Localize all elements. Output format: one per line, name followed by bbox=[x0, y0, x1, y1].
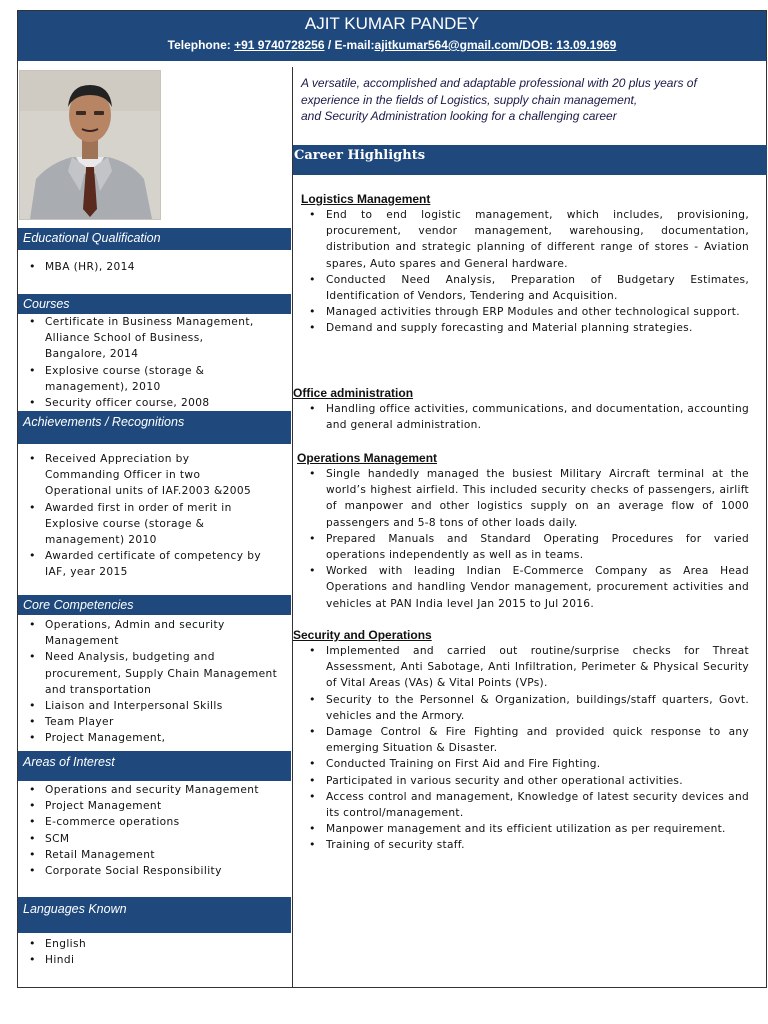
office-admin-list bbox=[300, 401, 749, 433]
list-item: • Damage Control & Fire Fighting and provided quick response to any emerging Situation & Disaster. bbox=[300, 724, 749, 756]
right-column bbox=[292, 67, 767, 987]
list-item: • Worked with leading Indian E-Commerce Company as Area Head Operations and handling Vendor management, procurement activities and vehicles at PAN India level Jan 2015 to Jul 2016. bbox=[300, 563, 749, 612]
list-item: • Security officer course, 2008 bbox=[18, 395, 268, 411]
list-item: • SCM bbox=[18, 831, 282, 847]
list-item: • Security to the Personnel & Organization, buildings/staff quarters, Govt. vehicles and the Armory. bbox=[300, 692, 749, 724]
office-admin-heading: Office administration bbox=[293, 386, 414, 400]
list-item: • Prepared Manuals and Standard Operating Procedures for varied operations independently as well as in teams. bbox=[300, 531, 749, 563]
career-highlights-heading: Career Highlights bbox=[293, 145, 767, 175]
summary-text bbox=[301, 75, 753, 125]
courses-heading: Courses bbox=[18, 294, 291, 314]
resume-header bbox=[18, 11, 766, 61]
list-item: • MBA (HR), 2014 bbox=[18, 259, 288, 275]
summary-line: A versatile, accomplished and adaptable professional with 20 plus years of bbox=[301, 76, 697, 90]
list-item: • Handling office activities, communications, and documentation, accounting and general administration. bbox=[300, 401, 749, 433]
education-list bbox=[18, 259, 288, 275]
security-heading: Security and Operations bbox=[293, 628, 432, 642]
list-item: • Hindi bbox=[18, 952, 282, 968]
list-item: • Single handedly managed the busiest Military Aircraft terminal at the world’s highest airfield. This included security checks of passengers, airlift of manpower and other logistics supply on an average flow of 1000 passengers and 5-8 tons of other loads daily. bbox=[300, 466, 749, 531]
list-item: • E-commerce operations bbox=[18, 814, 282, 830]
list-item: • Project Management bbox=[18, 798, 282, 814]
candidate-name: AJIT KUMAR PANDEY bbox=[304, 14, 480, 33]
security-list bbox=[300, 643, 749, 854]
profile-photo bbox=[19, 70, 161, 220]
list-item: • Demand and supply forecasting and Material planning strategies. bbox=[300, 320, 749, 336]
summary-line: and Security Administration looking for a challenging career bbox=[301, 109, 617, 123]
interests-list bbox=[18, 782, 282, 879]
email-label: / E-mail: bbox=[324, 38, 375, 52]
summary-line: experience in the fields of Logistics, supply chain management, bbox=[301, 92, 638, 107]
list-item: • Certificate in Business Management, Alliance School of Business, Bangalore, 2014 bbox=[18, 314, 268, 363]
competencies-list bbox=[18, 617, 280, 747]
telephone-label: Telephone: bbox=[167, 38, 235, 52]
languages-heading: Languages Known bbox=[18, 897, 291, 933]
list-item: • Awarded certificate of competency by IAF, year 2015 bbox=[18, 548, 262, 580]
operations-heading: Operations Management bbox=[297, 451, 438, 465]
list-item: • Operations and security Management bbox=[18, 782, 282, 798]
list-item: • Access control and management, Knowledge of latest security devices and its control/management. bbox=[300, 789, 749, 821]
list-item: • Training of security staff. bbox=[300, 837, 749, 853]
email-link[interactable]: ajitkumar564@gmail.com bbox=[374, 38, 519, 52]
list-item: • Conducted Training on First Aid and Fire Fighting. bbox=[300, 756, 749, 772]
achievements-heading: Achievements / Recognitions bbox=[18, 411, 291, 444]
operations-list bbox=[300, 466, 749, 612]
list-item: • Liaison and Interpersonal Skills bbox=[18, 698, 280, 714]
dob-text: /DOB: 13.09.1969 bbox=[518, 38, 617, 52]
list-item: • Need Analysis, budgeting and procurement, Supply Chain Management and transportation bbox=[18, 649, 280, 698]
list-item: • Conducted Need Analysis, Preparation of Budgetary Estimates, Identification of Vendors, Tendering and Acquisition. bbox=[300, 272, 749, 304]
telephone-link[interactable]: +91 9740728256 bbox=[234, 38, 325, 52]
list-item: • Implemented and carried out routine/surprise checks for Threat Assessment, Anti Sabotage, Anti Infiltration, Perimeter & Physical Security of Vital Areas (VAs) & Vital Points (VPs). bbox=[300, 643, 749, 692]
competencies-heading: Core Competencies bbox=[18, 595, 291, 615]
courses-list bbox=[18, 314, 268, 411]
list-item: • Awarded first in order of merit in Explosive course (storage & management) 2010 bbox=[18, 500, 262, 549]
list-item: • End to end logistic management, which includes, provisioning, procurement, vendor management, warehousing, documentation, distribution and strategic planning of different range of stores - Aviation spares, Auto spares and General hardware. bbox=[300, 207, 749, 272]
left-column bbox=[18, 67, 291, 987]
list-item: • Retail Management bbox=[18, 847, 282, 863]
profile-photo-illustration bbox=[20, 71, 160, 219]
list-item: • Manpower management and its efficient utilization as per requirement. bbox=[300, 821, 749, 837]
interests-heading: Areas of Interest bbox=[18, 751, 291, 781]
list-item: • Team Player bbox=[18, 714, 280, 730]
list-item: • Received Appreciation by Commanding Officer in two Operational units of IAF.2003 &2005 bbox=[18, 451, 262, 500]
list-item: • Managed activities through ERP Modules and other technological support. bbox=[300, 304, 749, 320]
list-item: • Corporate Social Responsibility bbox=[18, 863, 282, 879]
list-item: • Explosive course (storage & management), 2010 bbox=[18, 363, 268, 395]
logistics-list bbox=[300, 207, 749, 337]
list-item: • Operations, Admin and security Management bbox=[18, 617, 280, 649]
education-heading: Educational Qualification bbox=[18, 228, 291, 250]
list-item: • Project Management, bbox=[18, 730, 280, 746]
resume-page bbox=[17, 10, 767, 988]
list-item: • English bbox=[18, 936, 282, 952]
languages-list bbox=[18, 936, 282, 968]
logistics-heading: Logistics Management bbox=[301, 192, 431, 206]
contact-line bbox=[18, 35, 766, 55]
achievements-list bbox=[18, 451, 262, 581]
list-item: • Participated in various security and other operational activities. bbox=[300, 773, 749, 789]
